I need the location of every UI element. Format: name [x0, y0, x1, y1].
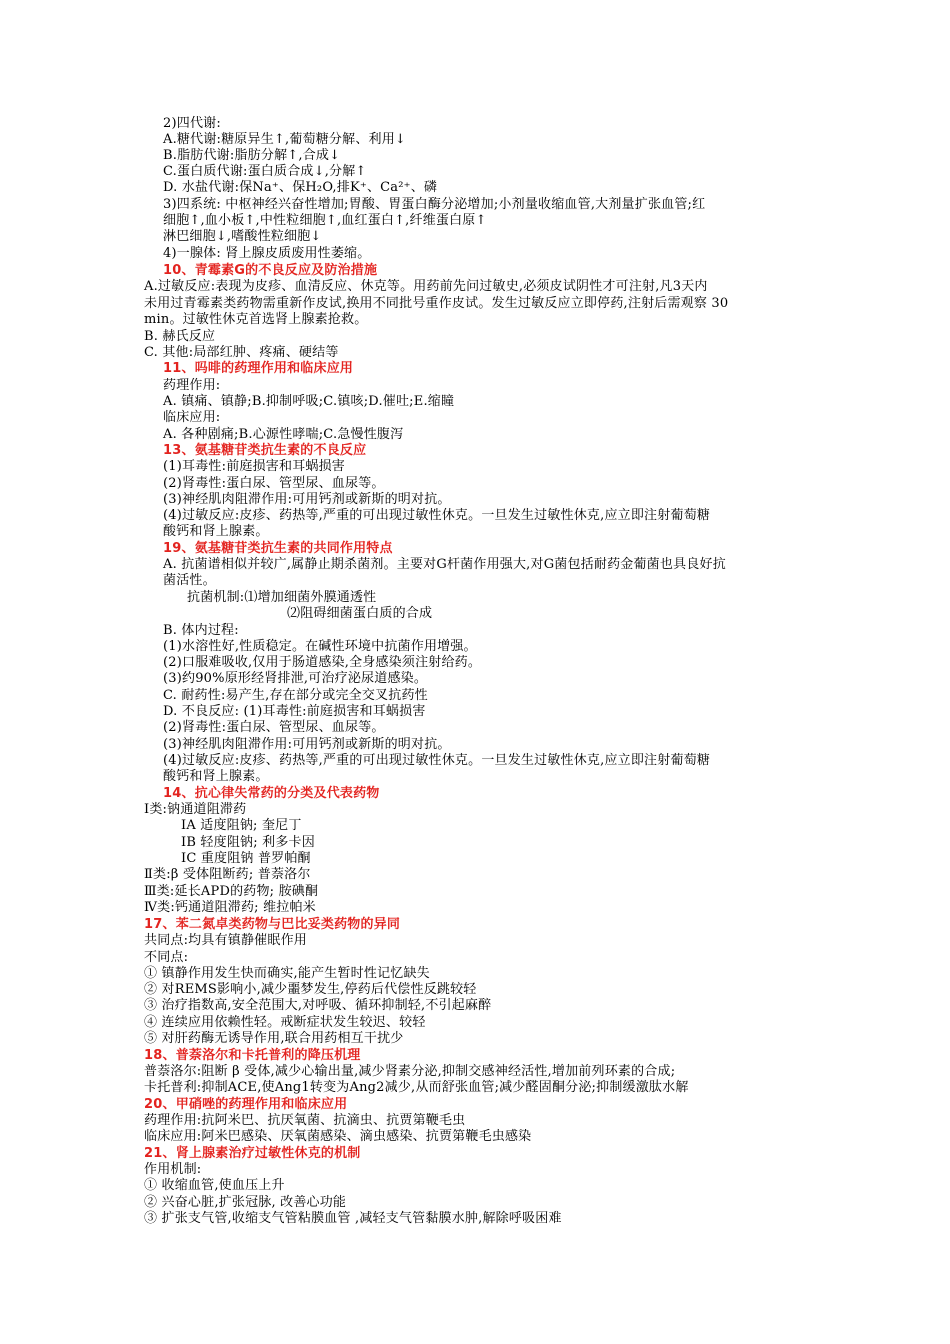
text-line: min。过敏性休克首选肾上腺素抢救。 [144, 312, 368, 327]
text-line: Ⅱ类:β 受体阻断药; 普萘洛尔 [144, 867, 311, 882]
text-line: 普萘洛尔:阻断 β 受体,减少心输出量,减少肾素分泌,抑制交感神经活性,增加前列环素的合成; [144, 1064, 676, 1079]
section-heading: 10、青霉素G的不良反应及防治措施 [163, 263, 378, 278]
text-line: 药理作用:抗阿米巴、抗厌氧菌、抗滴虫、抗贾第鞭毛虫 [144, 1113, 466, 1128]
text-line: 酸钙和肾上腺素。 [163, 524, 269, 539]
text-line: A.过敏反应:表现为皮疹、血清反应、休克等。用药前先问过敏史,必须皮试阴性才可注射,凡3天内 [144, 279, 708, 294]
text-line: 抗菌机制:⑴增加细菌外膜通透性 [187, 590, 377, 605]
text-line: A. 镇痛、镇静;B.抑制呼吸;C.镇咳;D.催吐;E.缩瞳 [163, 394, 455, 409]
text-line: C. 其他:局部红肿、疼痛、硬结等 [144, 345, 339, 360]
text-line: 3)四系统: 中枢神经兴奋性增加;胃酸、胃蛋白酶分泌增加;小剂量收缩血管,大剂量扩张血管;红 [163, 197, 706, 212]
text-line: Ⅲ类:延长APD的药物; 胺碘酮 [144, 884, 319, 899]
text-line: A. 各种剧痛;B.心源性哮喘;C.急慢性腹泻 [163, 427, 404, 442]
text-line: A.糖代谢:糖原异生↑,葡萄糖分解、利用↓ [163, 132, 407, 147]
section-heading: 17、苯二氮卓类药物与巴比妥类药物的异同 [144, 917, 401, 932]
text-line: A. 抗菌谱相似并较广,属静止期杀菌剂。主要对G杆菌作用强大,对G菌包括耐药金葡菌也具良好抗 [163, 557, 726, 572]
text-line: (1)耳毒性:前庭损害和耳蜗损害 [163, 459, 345, 474]
text-line: B.脂肪代谢:脂肪分解↑,合成↓ [163, 148, 341, 163]
text-line: 淋巴细胞↓,嗜酸性粒细胞↓ [163, 229, 322, 244]
text-line: Ⅳ类:钙通道阻滞药; 维拉帕米 [144, 900, 316, 915]
text-line: ⑵阻碍细菌蛋白质的合成 [287, 606, 433, 621]
text-line: B. 体内过程: [163, 623, 239, 638]
section-heading: 14、抗心律失常药的分类及代表药物 [163, 786, 380, 801]
text-line: 4)一腺体: 肾上腺皮质废用性萎缩。 [163, 246, 371, 261]
text-line: (4)过敏反应:皮疹、药热等,严重的可出现过敏性休克。一旦发生过敏性休克,应立即注射葡萄糖 [163, 753, 711, 768]
section-heading: 20、甲硝唑的药理作用和临床应用 [144, 1097, 348, 1112]
text-line: 药理作用: [163, 378, 221, 393]
text-line: ⑤ 对肝药酶无诱导作用,联合用药相互干扰少 [144, 1031, 404, 1046]
text-line: (2)肾毒性:蛋白尿、管型尿、血尿等。 [163, 720, 385, 735]
text-line: D. 不良反应: (1)耳毒性:前庭损害和耳蜗损害 [163, 704, 426, 719]
text-line: 菌活性。 [163, 573, 216, 588]
text-line: 卡托普利:抑制ACE,使Ang1转变为Ang2减少,从而舒张血管;减少醛固酮分泌;抑制缓激肽水解 [144, 1080, 689, 1095]
text-line: C.蛋白质代谢:蛋白质合成↓,分解↑ [163, 164, 367, 179]
text-line: IB 轻度阻钠; 利多卡因 [181, 835, 315, 850]
text-line: 临床应用: [163, 410, 221, 425]
text-line: 酸钙和肾上腺素。 [163, 769, 269, 784]
section-heading: 18、普萘洛尔和卡托普利的降压机理 [144, 1048, 361, 1063]
text-line: ④ 连续应用依赖性轻。戒断症状发生较迟、较轻 [144, 1015, 426, 1030]
text-line: D. 水盐代谢:保Na⁺、保H₂O,排K⁺、Ca²⁺、磷 [163, 180, 438, 195]
text-line: IA 适度阻钠; 奎尼丁 [181, 818, 302, 833]
text-line: (2)口服难吸收,仅用于肠道感染,全身感染须注射给药。 [163, 655, 482, 670]
section-heading: 21、肾上腺素治疗过敏性休克的机制 [144, 1146, 361, 1161]
section-heading: 19、氨基糖苷类抗生素的共同作用特点 [163, 541, 393, 556]
text-line: ③ 治疗指数高,安全范围大,对呼吸、循环抑制轻,不引起麻醉 [144, 998, 492, 1013]
text-line: 不同点: [144, 950, 189, 965]
section-heading: 13、氨基糖苷类抗生素的不良反应 [163, 443, 367, 458]
section-heading: 11、吗啡的药理作用和临床应用 [163, 361, 354, 376]
text-line: ② 兴奋心脏,扩张冠脉, 改善心功能 [144, 1195, 347, 1210]
text-line: (2)肾毒性:蛋白尿、管型尿、血尿等。 [163, 476, 385, 491]
text-line: (4)过敏反应:皮疹、药热等,严重的可出现过敏性休克。一旦发生过敏性休克,应立即注射葡萄糖 [163, 508, 711, 523]
text-line: ① 镇静作用发生快而确实,能产生暂时性记忆缺失 [144, 966, 430, 981]
text-line: IC 重度阻钠 普罗帕酮 [181, 851, 311, 866]
text-line: (3)神经肌肉阻滞作用:可用钙剂或新斯的明对抗。 [163, 492, 451, 507]
text-line: 作用机制: [144, 1162, 202, 1177]
text-line: 临床应用:阿米巴感染、厌氧菌感染、滴虫感染、抗贾第鞭毛虫感染 [144, 1129, 532, 1144]
text-line: 2)四代谢: [163, 116, 221, 131]
text-line: 细胞↑,血小板↑,中性粒细胞↑,血红蛋白↑,纤维蛋白原↑ [163, 213, 487, 228]
text-line: (3)神经肌肉阻滞作用:可用钙剂或新斯的明对抗。 [163, 737, 451, 752]
text-line: ③ 扩张支气管,收缩支气管粘膜血管 ,减轻支气管黏膜水肿,解除呼吸困难 [144, 1211, 562, 1226]
text-line: (1)水溶性好,性质稳定。在碱性环境中抗菌作用增强。 [163, 639, 477, 654]
text-line: 未用过青霉素类药物需重新作皮试,换用不同批号重作皮试。发生过敏反应立即停药,注射后需观察 30 [144, 296, 729, 311]
text-line: Ⅰ类:钠通道阻滞药 [144, 802, 247, 817]
text-line: 共同点:均具有镇静催眠作用 [144, 933, 307, 948]
text-line: (3)约90%原形经肾排泄,可治疗泌尿道感染。 [163, 671, 428, 686]
text-line: B. 赫氏反应 [144, 329, 216, 344]
text-line: ① 收缩血管,使血压上升 [144, 1178, 285, 1193]
text-line: ② 对REMS影响小,减少噩梦发生,停药后代偿性反跳较轻 [144, 982, 477, 997]
text-line: C. 耐药性:易产生,存在部分或完全交叉抗药性 [163, 688, 428, 703]
